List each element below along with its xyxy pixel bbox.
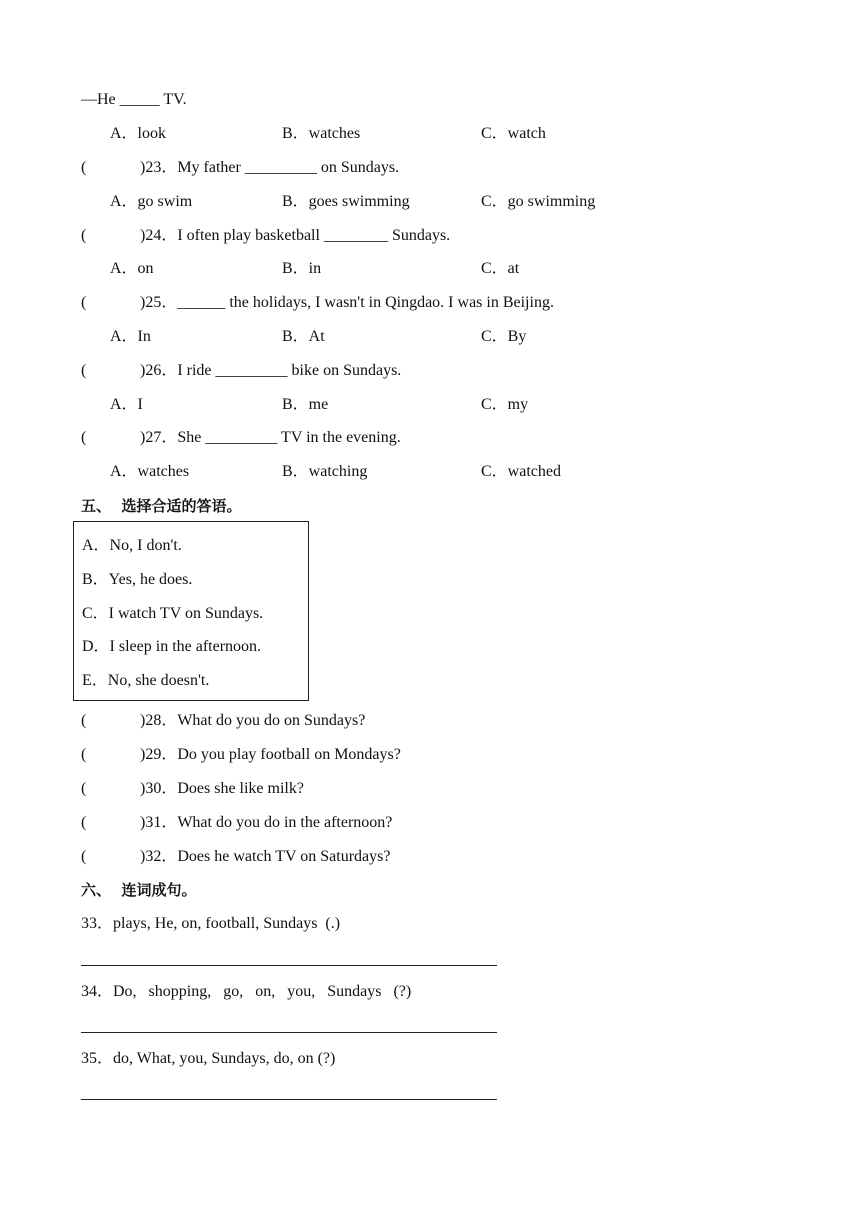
q24-option-b: B．in	[282, 260, 322, 277]
q28-answer-paren: (	[81, 712, 87, 729]
q29-answer-paren: (	[81, 746, 87, 763]
answer-option-e: E．No, she doesn't.	[82, 672, 210, 689]
q31-stem: )31．What do you do in the afternoon?	[140, 814, 393, 831]
answer-option-c: C．I watch TV on Sundays.	[82, 605, 264, 622]
q24-answer-paren: (	[81, 227, 87, 244]
q25-option-c: C．By	[481, 328, 527, 345]
q30-answer-paren: (	[81, 780, 87, 797]
q35-answer-line[interactable]	[81, 1099, 497, 1100]
answer-option-a: A．No, I don't.	[82, 537, 182, 554]
q32-answer-paren: (	[81, 848, 87, 865]
q31-answer-paren: (	[81, 814, 87, 831]
q23-option-b: B．goes swimming	[282, 193, 410, 210]
q27-answer-paren: (	[81, 429, 87, 446]
answer-option-d: D．I sleep in the afternoon.	[82, 638, 262, 655]
q27-option-a: A．watches	[110, 463, 190, 480]
q22-dialogue-line: —He _____ TV.	[81, 91, 187, 108]
q23-answer-paren: (	[81, 159, 87, 176]
q26-answer-paren: (	[81, 362, 87, 379]
q25-answer-paren: (	[81, 294, 87, 311]
q24-option-a: A．on	[110, 260, 154, 277]
q23-stem: )23．My father _________ on Sundays.	[140, 159, 400, 176]
q35-words: 35．do, What, you, Sundays, do, on (?)	[81, 1050, 336, 1067]
q32-stem: )32．Does he watch TV on Saturdays?	[140, 848, 391, 865]
q24-option-c: C．at	[481, 260, 520, 277]
q25-stem: )25．______ the holidays, I wasn't in Qingdao. I was in Beijing.	[140, 294, 554, 311]
q34-words: 34．Do, shopping, go, on, you, Sundays (?)	[81, 983, 412, 1000]
q33-words: 33．plays, He, on, football, Sundays (.)	[81, 915, 341, 932]
q27-option-b: B．watching	[282, 463, 368, 480]
q26-stem: )26．I ride _________ bike on Sundays.	[140, 362, 402, 379]
q26-option-a: A．I	[110, 396, 143, 413]
q34-answer-line[interactable]	[81, 1032, 497, 1033]
answer-option-b: B．Yes, he does.	[82, 571, 193, 588]
section5-heading: 五、 选择合适的答语。	[81, 497, 242, 515]
q23-option-a: A．go swim	[110, 193, 193, 210]
q22-option-a: A．look	[110, 125, 167, 142]
q29-stem: )29．Do you play football on Mondays?	[140, 746, 401, 763]
q33-answer-line[interactable]	[81, 965, 497, 966]
q27-option-c: C．watched	[481, 463, 561, 480]
q23-option-c: C．go swimming	[481, 193, 596, 210]
q26-option-b: B．me	[282, 396, 329, 413]
q24-stem: )24．I often play basketball ________ Sundays.	[140, 227, 451, 244]
q22-option-b: B．watches	[282, 125, 361, 142]
q28-stem: )28．What do you do on Sundays?	[140, 712, 366, 729]
q25-option-a: A．In	[110, 328, 151, 345]
q25-option-b: B．At	[282, 328, 325, 345]
q22-option-c: C．watch	[481, 125, 546, 142]
q26-option-c: C．my	[481, 396, 529, 413]
q27-stem: )27．She _________ TV in the evening.	[140, 429, 401, 446]
q30-stem: )30．Does she like milk?	[140, 780, 304, 797]
section6-heading: 六、 连词成句。	[81, 881, 197, 899]
